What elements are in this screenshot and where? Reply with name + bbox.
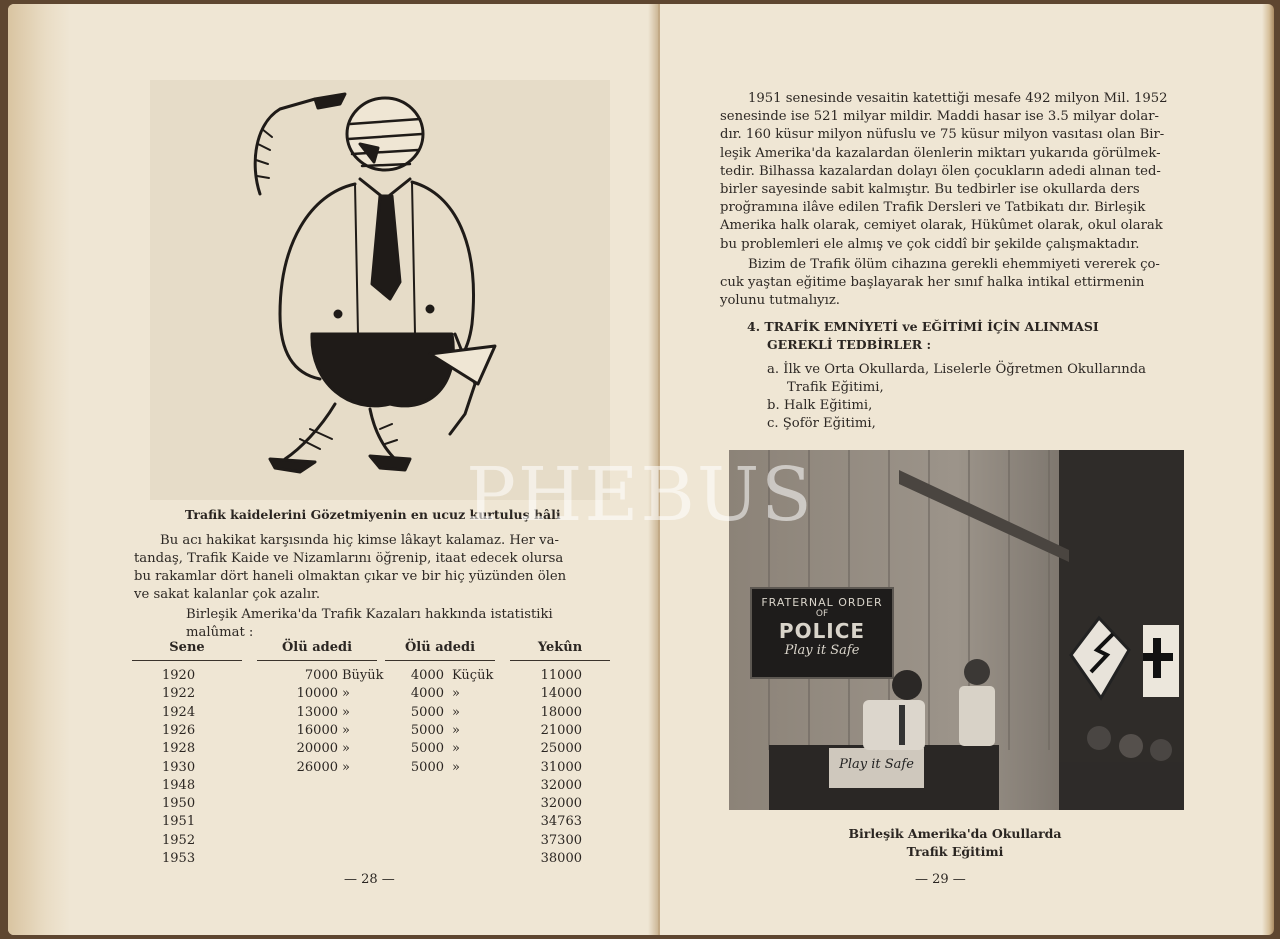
cell-year: 1926 [162,722,196,738]
table-row [132,668,612,686]
paragraph-line: Bizim de Trafik ölüm cihazına gerekli ehemmiyeti vererek ço- [748,257,1160,272]
cell-total: 25000 [540,741,582,757]
cell-size-small: » [452,686,460,702]
photo-caption-line: Birleşik Amerika'da Okullarda [848,826,1062,841]
paragraph-line: bu problemleri ele almış ve çok ciddî bir şekilde çalışmaktadır. [720,236,1140,252]
page-number-right: — 29 — [915,872,966,887]
paragraph-line: 1951 senesinde vesaitin katettiği mesafe 492 milyon Mil. 1952 [748,91,1168,106]
classroom-photo [729,450,1184,810]
list-item-b: b. Halk Eğitimi, [767,398,873,413]
cell-dead-large: 10000 [296,686,338,702]
table-row [132,778,612,796]
cell-dead-large: 26000 [296,759,338,775]
cell-dead-large: 13000 [296,704,338,720]
cell-size-small: » [452,704,460,720]
cartoon-illustration [150,80,610,500]
cell-dead-small: 5000 [410,759,444,775]
cell-size-large: » [342,722,350,738]
section-heading-line: GEREKLİ TEDBİRLER : [767,337,932,352]
list-item-a: a. İlk ve Orta Okullarda, Liselerle Öğretmen Okullarında [767,362,1147,377]
cell-total: 32000 [540,777,582,793]
table-intro-line: malûmat : [186,625,254,640]
header-year: Sene [132,640,242,661]
page-edge [1262,4,1274,935]
cell-total: 21000 [540,722,582,738]
cell-year: 1922 [162,686,196,702]
cell-size-large: » [342,704,350,720]
cell-dead-small: 5000 [410,741,444,757]
cell-total: 32000 [540,796,582,812]
table-row [132,723,612,741]
header-dead-small: Ölü adedi [385,640,495,661]
paragraph-line: ve sakat kalanlar çok azalır. [134,587,321,602]
table-row [132,741,612,759]
cell-size-large: » [342,686,350,702]
paragraph-line: cuk yaştan eğitime başlayarak her sınıf halka intikal ettirmenin [720,275,1145,291]
cell-size-large: » [342,759,350,775]
cell-dead-small: 5000 [410,704,444,720]
paragraph-line: Bu acı hakikat karşısında hiç kimse lâkayt kalamaz. Her va- [160,533,559,548]
table-row [132,796,612,814]
cell-total: 38000 [540,851,582,866]
header-dead-large: Ölü adedi [257,640,377,661]
paragraph-line: yolunu tutmalıyız. [720,293,840,309]
paragraph-line: senesinde ise 521 milyar mildir. Maddi hasar ise 3.5 milyar dolar- [720,109,1159,125]
cell-dead-small: 5000 [410,722,444,738]
paragraph-line: proğramına ilâve edilen Trafik Dersleri ve Tatbikatı dır. Birleşik [720,200,1146,216]
table-row [132,833,612,851]
police-sign [751,590,893,658]
table-row [132,686,612,704]
cell-size-small: Küçük [452,668,494,683]
cell-year: 1930 [162,759,196,775]
table-row [132,760,612,778]
cell-dead-large: 7000 [304,668,338,683]
paragraph-line: dır. 160 küsur milyon nüfuslu ve 75 küsur milyon vasıtası olan Bir- [720,127,1165,143]
cartoon-caption: Trafik kaidelerini Gözetmiyenin en ucuz kurtuluş hâli [185,507,561,522]
header-total: Yekûn [510,640,610,661]
paragraph-line: tedir. Bilhassa kazalardan dolayı ölen çocukların adedi alınan ted- [720,163,1161,179]
paragraph-line: bu rakamlar dört haneli olmaktan çıkar ve bir hiç yüzünden ölen [134,569,567,584]
desk-sign: Play it Safe [839,757,914,772]
cell-total: 34763 [540,814,582,830]
cell-dead-large: 16000 [296,722,338,738]
bandaged-man-cartoon [240,84,510,484]
cell-total: 14000 [540,686,582,702]
list-item-c: c. Şoför Eğitimi, [767,416,876,431]
table-row [132,814,612,832]
paragraph-line: Amerika halk olarak, cemiyet olarak, Hükûmet olarak, okul olarak [720,218,1163,234]
cell-year: 1928 [162,741,196,757]
paragraph-line: leşik Amerika'da kazalardan ölenlerin miktarı yukarıda görülmek- [720,145,1161,161]
cell-year: 1920 [162,668,196,683]
police-sign-line: POLICE [778,619,866,643]
section-heading-line: 4. TRAFİK EMNİYETİ ve EĞİTİMİ İÇİN ALINMASI [747,319,1099,334]
cell-size-small: » [452,722,460,738]
cell-total: 18000 [540,704,582,720]
cell-year: 1953 [162,851,196,866]
paragraph-line: birler sayesinde sabit kalmıştır. Bu tedbirler ise okullarda ders [720,182,1140,197]
table-row [132,705,612,723]
cell-total: 37300 [540,832,582,848]
paragraph-line: tandaş, Trafik Kaide ve Nizamlarını öğrenip, itaat edecek olursa [134,551,564,566]
cell-size-small: » [452,759,460,775]
list-item-a-cont: Trafik Eğitimi, [787,380,884,395]
cell-total: 11000 [540,668,582,683]
table-row [132,851,612,869]
section-heading [747,318,1187,354]
cell-total: 31000 [540,759,582,775]
police-sign-line: OF [815,609,829,619]
cell-dead-small: 4000 [410,686,444,702]
photo-caption-line: Trafik Eğitimi [906,844,1004,859]
table-header [132,638,612,664]
watermark: PHEBUS [466,452,814,538]
cell-size-small: » [452,741,460,757]
cell-year: 1950 [162,796,196,812]
cell-year: 1924 [162,704,196,720]
photo-caption [820,825,1090,861]
cell-size-large: Büyük [342,668,384,683]
police-sign-line: FRATERNAL ORDER [761,596,883,609]
cell-dead-large: 20000 [296,741,338,757]
cell-year: 1952 [162,832,196,848]
page-number-left: — 28 — [344,872,395,887]
table-intro-line: Birleşik Amerika'da Trafik Kazaları hakkında istatistiki [186,607,553,622]
cell-dead-small: 4000 [410,668,444,683]
cell-size-large: » [342,741,350,757]
cell-year: 1948 [162,777,196,793]
police-sign-line: Play it Safe [784,643,860,658]
cell-year: 1951 [162,814,196,830]
